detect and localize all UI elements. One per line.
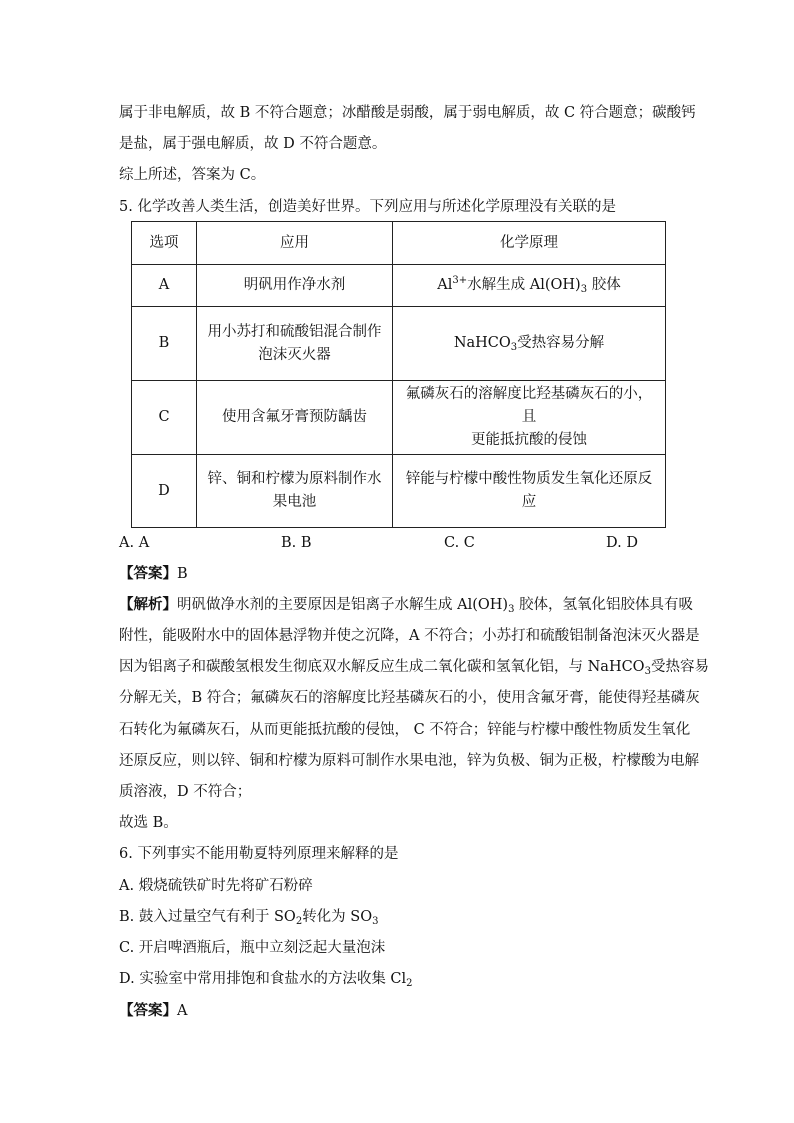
- prev-analysis-line-1: 属于非电解质，故 B 不符合题意；冰醋酸是弱酸，属于弱电解质，故 C 符合题意；碳酸钙: [119, 105, 696, 121]
- question-6-option-a: A. 煅烧硫铁矿时先将矿石粉碎: [119, 878, 313, 894]
- question-5-table: [131, 221, 666, 528]
- table-cell-principle: $Al^{3+}$水解生成 $Al(OH)_3$ 胶体: [393, 265, 666, 307]
- choice-b: B. B: [281, 535, 312, 551]
- question-5-analysis-line-2: 附性，能吸附水中的固体悬浮物并使之沉降，A 不符合；小苏打和硫酸铝制备泡沫灭火器是: [119, 628, 700, 644]
- table-cell-option: B: [132, 307, 197, 381]
- choice-d: D. D: [606, 535, 638, 551]
- question-5-answer: 【答案】B: [119, 565, 188, 582]
- question-6-option-b: B. 鼓入过量空气有利于 $SO_2$转化为 $SO_3$: [119, 909, 379, 927]
- question-5-conclusion: 故选 B。: [119, 815, 178, 831]
- table-header-option: 选项: [132, 222, 197, 265]
- table-cell-option: C: [132, 381, 197, 455]
- table-row: [132, 265, 666, 307]
- prev-analysis-line-2: 是盐，属于强电解质，故 D 不符合题意。: [119, 136, 387, 152]
- table-header-row: [132, 222, 666, 265]
- table-row: [132, 307, 666, 381]
- table-cell-option: D: [132, 455, 197, 528]
- question-6-option-c: C. 开启啤酒瓶后，瓶中立刻泛起大量泡沫: [119, 940, 386, 956]
- question-6-option-d: D. 实验室中常用排饱和食盐水的方法收集 $Cl_2$: [119, 971, 413, 989]
- question-5-analysis-line-6: 还原反应，则以锌、铜和柠檬为原料可制作水果电池，锌为负极、铜为正极，柠檬酸为电解: [119, 753, 699, 769]
- table-row: [132, 381, 666, 455]
- table-header-application: 应用: [197, 222, 393, 265]
- question-6-stem: 6. 下列事实不能用勒夏特列原理来解释的是: [119, 846, 399, 862]
- table-cell-option: A: [132, 265, 197, 307]
- table-row: [132, 455, 666, 528]
- table-header-principle: 化学原理: [393, 222, 666, 265]
- table-cell-application: 使用含氟牙膏预防龋齿: [197, 381, 393, 455]
- choice-a: A. A: [119, 535, 150, 551]
- question-5-stem: 5. 化学改善人类生活，创造美好世界。下列应用与所述化学原理没有关联的是: [119, 199, 616, 215]
- prev-analysis-conclusion: 综上所述，答案为 C。: [119, 167, 266, 183]
- table-cell-principle: 氟磷灰石的溶解度比羟基磷灰石的小，且 更能抵抗酸的侵蚀: [393, 381, 666, 455]
- table-cell-application: 锌、铜和柠檬为原料制作水 果电池: [197, 455, 393, 528]
- question-5-analysis-line-3: 因为铝离子和碳酸氢根发生彻底双水解反应生成二氧化碳和氢氧化铝，与 NaHCO$_3$受热容易: [119, 659, 709, 677]
- table-cell-application: 明矾用作净水剂: [197, 265, 393, 307]
- table-cell-principle: 锌能与柠檬中酸性物质发生氧化还原反应: [393, 455, 666, 528]
- table-cell-principle: NaHCO$_3$受热容易分解: [393, 307, 666, 381]
- question-6-answer: 【答案】A: [119, 1002, 188, 1019]
- question-5-analysis-line-7: 质溶液，D 不符合；: [119, 784, 252, 800]
- question-5-analysis-line-5: 石转化为氟磷灰石，从而更能抵抗酸的侵蚀， C 不符合；锌能与柠檬中酸性物质发生氧化: [119, 722, 691, 738]
- table-cell-application: 用小苏打和硫酸铝混合制作 泡沫灭火器: [197, 307, 393, 381]
- question-5-analysis-line-1: 【解析】明矾做净水剂的主要原因是铝离子水解生成 $Al(OH)_3$ 胶体，氢氧化铝胶体具有吸: [119, 596, 694, 615]
- choice-c: C. C: [444, 535, 475, 551]
- question-5-analysis-line-4: 分解无关，B 符合；氟磷灰石的溶解度比羟基磷灰石的小，使用含氟牙膏，能使得羟基磷灰: [119, 690, 700, 706]
